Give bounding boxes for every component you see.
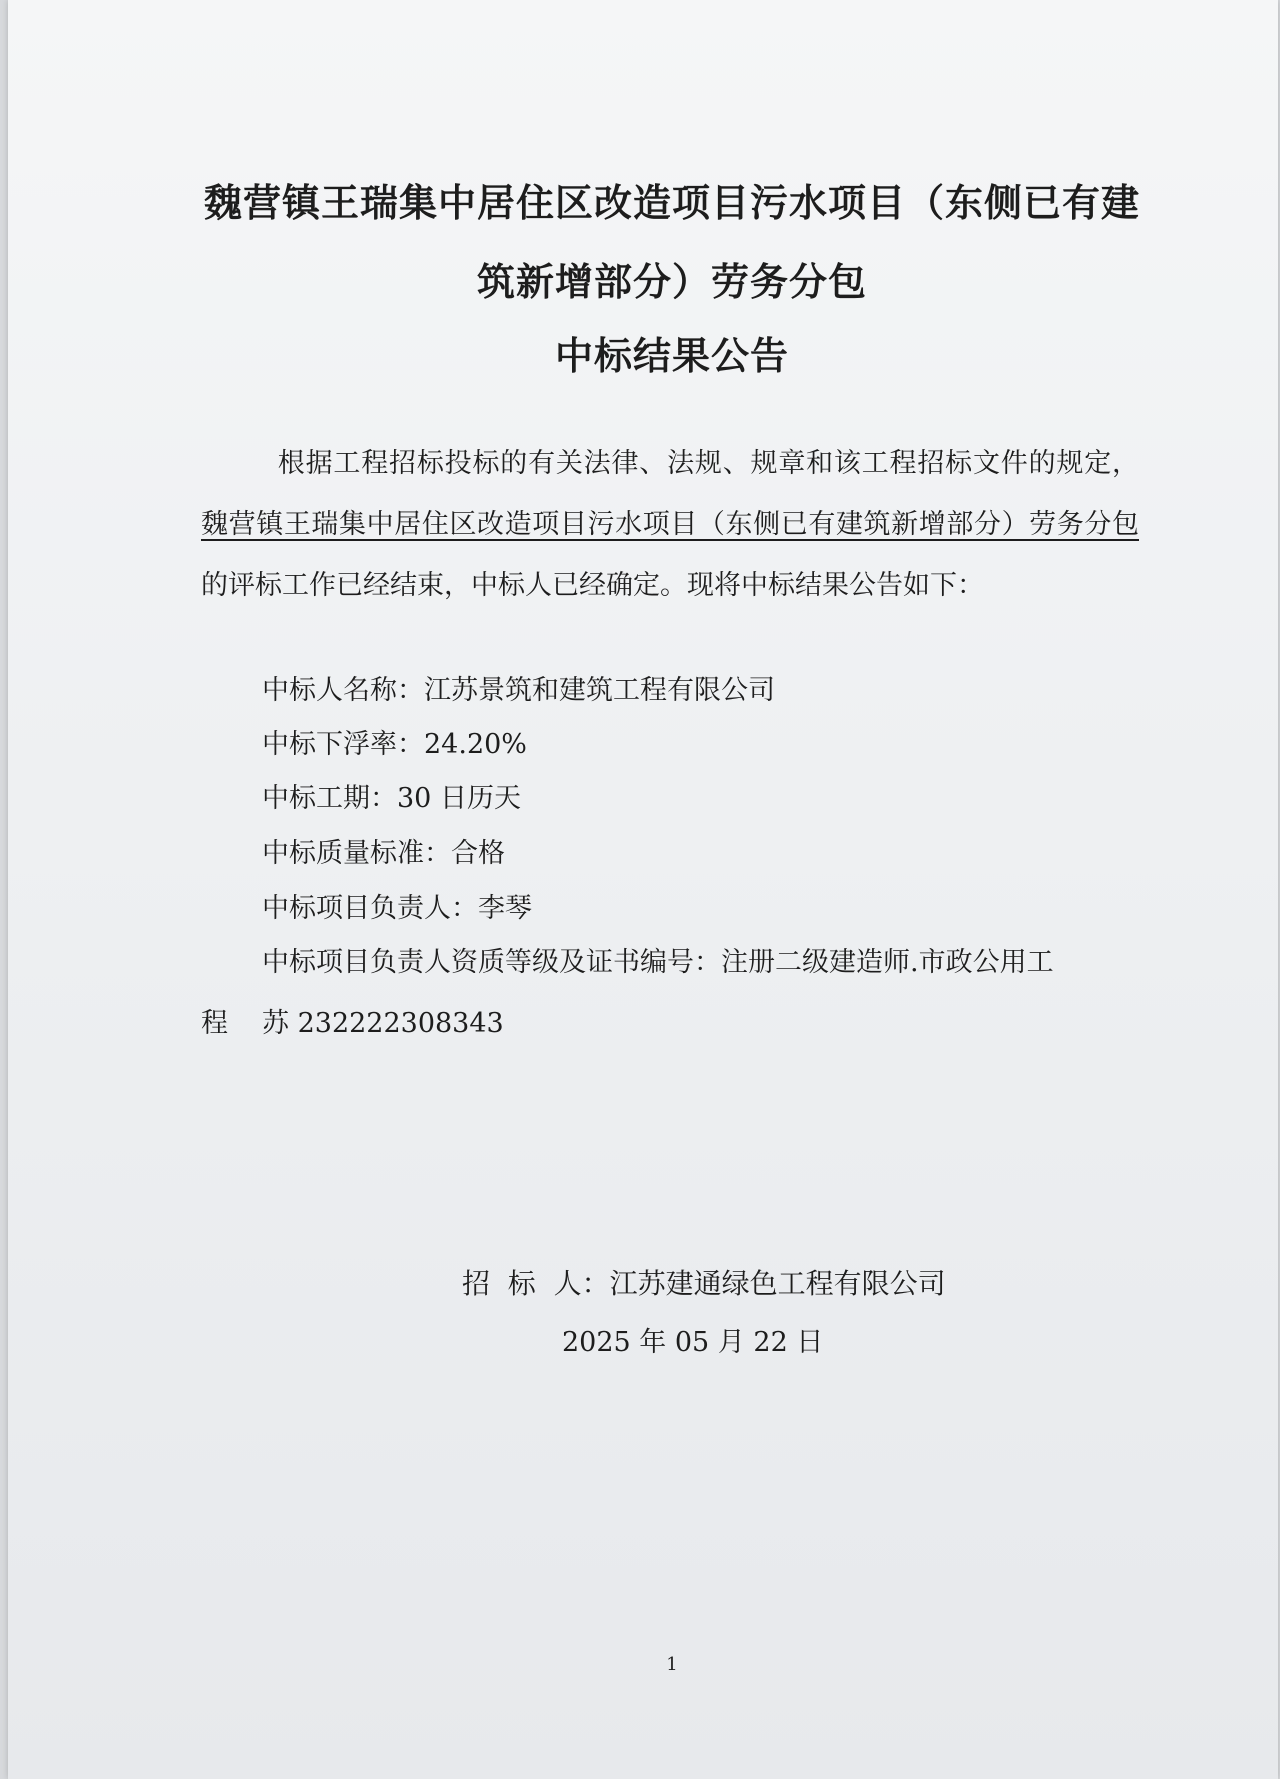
manager-certificate-continued [201,1001,504,1040]
document-title-line-3: 中标结果公告 [554,333,789,378]
tenderer: 招 标 人：江苏建通绿色工程有限公司 [462,1267,946,1300]
intro-paragraph [201,433,1139,616]
manager-certificate: 中标项目负责人资质等级及证书编号：注册二级建造师.市政公用工 [262,947,1054,978]
project-name: 魏营镇王瑞集中居住区改造项目污水项目（东侧已有建筑新增部分）劳务分包 [201,509,1139,540]
intro-text-after: 的评标工作已经结束，中标人已经确定。现将中标结果公告如下： [201,570,984,601]
document-title-line-1: 魏营镇王瑞集中居住区改造项目污水项目（东侧已有建 [203,180,1140,225]
certificate-continued-a: 程 [201,1008,228,1039]
certificate-number: 苏 232222308343 [262,1008,504,1039]
announcement-date: 2025 年 05 月 22 日 [562,1327,824,1358]
document-title-line-2: 筑新增部分）劳务分包 [476,259,867,304]
page-number: 1 [666,1654,678,1675]
bid-discount-rate: 中标下浮率：24.20% [262,729,527,760]
quality-standard: 中标质量标准：合格 [262,838,505,869]
winner-name: 中标人名称：江苏景筑和建筑工程有限公司 [262,675,775,706]
intro-text-before: 根据工程招标投标的有关法律、法规、规章和该工程招标文件的规定， [277,448,1139,479]
bid-period: 中标工期：30 日历天 [262,783,521,814]
document-page [8,0,1278,1779]
project-manager: 中标项目负责人：李琴 [262,893,532,924]
